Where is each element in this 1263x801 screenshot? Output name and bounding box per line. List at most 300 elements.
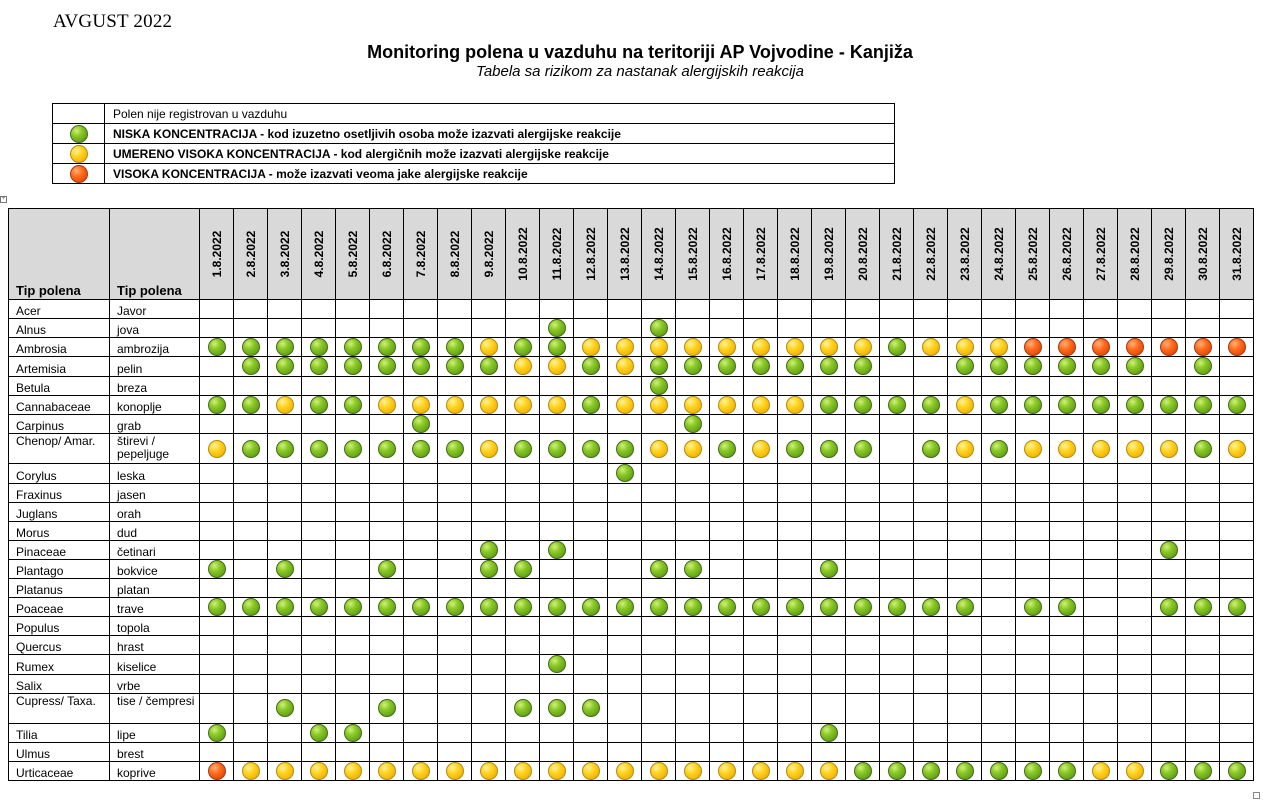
level-cell	[1186, 521, 1220, 540]
level-cell	[948, 338, 982, 357]
level-cell	[506, 464, 540, 483]
low-concentration-icon	[1160, 396, 1178, 414]
level-cell	[302, 502, 336, 521]
level-cell	[608, 761, 642, 780]
level-cell	[404, 376, 438, 395]
level-cell	[608, 395, 642, 414]
date-header	[404, 209, 438, 300]
level-cell	[574, 636, 608, 655]
low-concentration-icon	[412, 440, 430, 458]
level-cell	[234, 540, 268, 559]
level-cell	[1118, 319, 1152, 338]
low-concentration-icon	[514, 598, 532, 616]
low-concentration-icon	[1194, 762, 1212, 780]
level-cell	[302, 464, 336, 483]
level-cell	[472, 483, 506, 502]
level-cell	[1220, 395, 1254, 414]
level-cell	[676, 521, 710, 540]
date-label: 25.8.2022	[1025, 227, 1040, 281]
level-cell	[880, 464, 914, 483]
level-cell	[302, 415, 336, 434]
level-cell	[1220, 483, 1254, 502]
level-cell	[846, 319, 880, 338]
mod-concentration-icon	[922, 338, 940, 356]
low-concentration-icon	[1058, 396, 1076, 414]
level-cell	[336, 579, 370, 598]
level-cell	[268, 502, 302, 521]
level-cell	[302, 655, 336, 674]
level-cell	[744, 415, 778, 434]
level-cell	[1152, 598, 1186, 617]
low-concentration-icon	[1126, 357, 1144, 375]
low-concentration-icon	[242, 598, 260, 616]
table-anchor-icon[interactable]: +	[1, 196, 6, 202]
level-cell	[914, 521, 948, 540]
level-cell	[846, 395, 880, 414]
level-cell	[302, 300, 336, 319]
level-cell	[1220, 464, 1254, 483]
level-cell	[336, 483, 370, 502]
table-row	[9, 338, 1254, 357]
level-cell	[574, 655, 608, 674]
low-concentration-icon	[310, 338, 328, 356]
level-cell	[574, 742, 608, 761]
level-cell	[1050, 723, 1084, 742]
level-cell	[1084, 761, 1118, 780]
mod-concentration-icon	[480, 396, 498, 414]
high-concentration-icon	[208, 762, 226, 780]
level-cell	[574, 319, 608, 338]
level-cell	[200, 617, 234, 636]
level-cell	[404, 502, 438, 521]
level-cell	[880, 742, 914, 761]
low-concentration-icon	[208, 598, 226, 616]
high-concentration-icon	[1024, 338, 1042, 356]
level-cell	[438, 617, 472, 636]
level-cell	[1016, 483, 1050, 502]
level-cell	[540, 319, 574, 338]
level-cell	[1152, 483, 1186, 502]
level-cell	[506, 636, 540, 655]
level-cell	[574, 693, 608, 723]
level-cell	[200, 521, 234, 540]
level-cell	[642, 395, 676, 414]
level-cell	[1118, 395, 1152, 414]
level-cell	[1186, 300, 1220, 319]
level-cell	[778, 300, 812, 319]
level-cell	[948, 376, 982, 395]
mod-concentration-icon	[446, 396, 464, 414]
low-concentration-icon	[514, 699, 532, 717]
level-cell	[472, 579, 506, 598]
mod-concentration-icon	[276, 762, 294, 780]
mod-concentration-icon	[956, 440, 974, 458]
low-concentration-icon	[208, 724, 226, 742]
low-concentration-icon	[718, 598, 736, 616]
level-cell	[506, 617, 540, 636]
level-cell	[608, 693, 642, 723]
level-cell	[438, 761, 472, 780]
low-concentration-icon	[276, 338, 294, 356]
level-cell	[200, 357, 234, 376]
level-cell	[438, 521, 472, 540]
level-cell	[1084, 540, 1118, 559]
level-cell	[846, 483, 880, 502]
level-cell	[846, 502, 880, 521]
level-cell	[982, 693, 1016, 723]
resize-handle[interactable]	[1253, 792, 1260, 799]
level-cell	[608, 338, 642, 357]
level-cell	[608, 434, 642, 464]
level-cell	[506, 376, 540, 395]
level-cell	[1118, 540, 1152, 559]
date-header	[608, 209, 642, 300]
level-cell	[812, 502, 846, 521]
table-row	[9, 521, 1254, 540]
level-cell	[234, 464, 268, 483]
level-cell	[880, 502, 914, 521]
latin-name-cell: Artemisia	[9, 357, 110, 376]
mod-concentration-icon	[650, 762, 668, 780]
level-cell	[438, 357, 472, 376]
level-cell	[710, 559, 744, 578]
low-concentration-icon	[990, 357, 1008, 375]
date-label: 22.8.2022	[923, 227, 938, 281]
level-cell	[608, 319, 642, 338]
level-cell	[982, 742, 1016, 761]
level-cell	[370, 464, 404, 483]
level-cell	[1016, 655, 1050, 674]
mod-concentration-icon	[548, 762, 566, 780]
date-label: 10.8.2022	[515, 227, 530, 281]
date-label: 21.8.2022	[889, 227, 904, 281]
level-cell	[744, 693, 778, 723]
level-cell	[880, 395, 914, 414]
level-cell	[608, 598, 642, 617]
low-concentration-icon	[548, 655, 566, 673]
level-cell	[642, 540, 676, 559]
level-cell	[234, 319, 268, 338]
level-cell	[370, 742, 404, 761]
low-concentration-icon	[888, 598, 906, 616]
date-header	[642, 209, 676, 300]
mod-concentration-icon	[616, 338, 634, 356]
low-concentration-icon	[412, 598, 430, 616]
level-cell	[608, 636, 642, 655]
level-cell	[540, 376, 574, 395]
low-concentration-icon	[208, 396, 226, 414]
level-cell	[336, 357, 370, 376]
latin-name-cell: Poaceae	[9, 598, 110, 617]
level-cell	[676, 319, 710, 338]
latin-name-cell: Plantago	[9, 559, 110, 578]
level-cell	[744, 742, 778, 761]
level-cell	[608, 464, 642, 483]
level-cell	[336, 376, 370, 395]
level-cell	[846, 300, 880, 319]
level-cell	[948, 300, 982, 319]
level-cell	[948, 617, 982, 636]
level-cell	[1118, 742, 1152, 761]
level-cell	[268, 674, 302, 693]
local-name-cell: leska	[110, 464, 200, 483]
level-cell	[1220, 434, 1254, 464]
table-row	[9, 376, 1254, 395]
level-cell	[880, 636, 914, 655]
level-cell	[200, 742, 234, 761]
level-cell	[914, 483, 948, 502]
low-concentration-icon	[378, 357, 396, 375]
low-concentration-icon	[616, 440, 634, 458]
level-cell	[1220, 338, 1254, 357]
level-cell	[914, 319, 948, 338]
date-header	[506, 209, 540, 300]
level-cell	[1016, 521, 1050, 540]
level-cell	[744, 464, 778, 483]
level-cell	[744, 319, 778, 338]
local-name-cell: platan	[110, 579, 200, 598]
level-cell	[812, 598, 846, 617]
level-cell	[1084, 674, 1118, 693]
mod-concentration-icon	[718, 396, 736, 414]
mod-concentration-icon	[70, 145, 88, 163]
level-cell	[574, 617, 608, 636]
level-cell	[1050, 540, 1084, 559]
level-cell	[438, 559, 472, 578]
local-name-cell: orah	[110, 502, 200, 521]
level-cell	[1186, 723, 1220, 742]
level-cell	[268, 483, 302, 502]
level-cell	[812, 742, 846, 761]
level-cell	[540, 357, 574, 376]
level-cell	[574, 415, 608, 434]
level-cell	[914, 723, 948, 742]
level-cell	[1220, 636, 1254, 655]
level-cell	[676, 742, 710, 761]
level-cell	[370, 338, 404, 357]
legend-row	[53, 164, 895, 184]
mod-concentration-icon	[786, 762, 804, 780]
level-cell	[948, 464, 982, 483]
low-concentration-icon	[854, 440, 872, 458]
level-cell	[642, 376, 676, 395]
low-concentration-icon	[378, 699, 396, 717]
level-cell	[1118, 483, 1152, 502]
level-cell	[1016, 559, 1050, 578]
low-concentration-icon	[1228, 762, 1246, 780]
latin-name-cell: Cannabaceae	[9, 395, 110, 414]
level-cell	[1220, 415, 1254, 434]
level-cell	[710, 434, 744, 464]
level-cell	[1050, 395, 1084, 414]
level-cell	[574, 559, 608, 578]
level-cell	[982, 636, 1016, 655]
level-cell	[336, 655, 370, 674]
low-concentration-icon	[650, 560, 668, 578]
low-concentration-icon	[820, 560, 838, 578]
level-cell	[574, 502, 608, 521]
level-cell	[642, 636, 676, 655]
high-concentration-icon	[1228, 338, 1246, 356]
level-cell	[336, 742, 370, 761]
level-cell	[200, 434, 234, 464]
level-cell	[200, 598, 234, 617]
level-cell	[302, 598, 336, 617]
level-cell	[744, 376, 778, 395]
level-cell	[438, 415, 472, 434]
level-cell	[710, 415, 744, 434]
level-cell	[268, 376, 302, 395]
level-cell	[1050, 655, 1084, 674]
local-name-cell: četinari	[110, 540, 200, 559]
level-cell	[982, 579, 1016, 598]
level-cell	[778, 376, 812, 395]
level-cell	[370, 636, 404, 655]
low-concentration-icon	[446, 598, 464, 616]
low-concentration-icon	[276, 440, 294, 458]
level-cell	[812, 579, 846, 598]
level-cell	[846, 723, 880, 742]
date-label: 20.8.2022	[855, 227, 870, 281]
level-cell	[914, 338, 948, 357]
level-cell	[1220, 502, 1254, 521]
mod-concentration-icon	[786, 338, 804, 356]
level-cell	[880, 761, 914, 780]
date-label: 13.8.2022	[617, 227, 632, 281]
level-cell	[982, 655, 1016, 674]
level-cell	[1050, 464, 1084, 483]
level-cell	[982, 464, 1016, 483]
date-label: 3.8.2022	[277, 230, 292, 278]
low-concentration-icon	[514, 338, 532, 356]
latin-name-cell: Chenop/ Amar.	[9, 434, 110, 464]
level-cell	[438, 655, 472, 674]
local-name-cell: Javor	[110, 300, 200, 319]
level-cell	[574, 598, 608, 617]
level-cell	[506, 434, 540, 464]
level-cell	[1152, 693, 1186, 723]
level-cell	[982, 674, 1016, 693]
latin-name-cell: Platanus	[9, 579, 110, 598]
latin-name-cell: Pinaceae	[9, 540, 110, 559]
level-cell	[778, 540, 812, 559]
level-cell	[812, 376, 846, 395]
level-cell	[812, 395, 846, 414]
low-concentration-icon	[786, 357, 804, 375]
low-concentration-icon	[548, 338, 566, 356]
level-cell	[1016, 300, 1050, 319]
level-cell	[1118, 300, 1152, 319]
level-cell	[540, 300, 574, 319]
low-concentration-icon	[514, 560, 532, 578]
month-label: AVGUST 2022	[53, 11, 173, 32]
level-cell	[880, 655, 914, 674]
level-cell	[608, 357, 642, 376]
date-header	[846, 209, 880, 300]
level-cell	[472, 655, 506, 674]
low-concentration-icon	[208, 560, 226, 578]
table-row	[9, 742, 1254, 761]
level-cell	[982, 415, 1016, 434]
level-cell	[982, 761, 1016, 780]
table-row	[9, 723, 1254, 742]
level-cell	[472, 693, 506, 723]
level-cell	[710, 395, 744, 414]
level-cell	[914, 434, 948, 464]
level-cell	[336, 319, 370, 338]
level-cell	[676, 598, 710, 617]
level-cell	[880, 521, 914, 540]
latin-name-cell: Betula	[9, 376, 110, 395]
level-cell	[880, 540, 914, 559]
level-cell	[1016, 434, 1050, 464]
level-cell	[438, 319, 472, 338]
level-cell	[506, 579, 540, 598]
level-cell	[1186, 761, 1220, 780]
level-cell	[1118, 338, 1152, 357]
level-cell	[200, 464, 234, 483]
level-cell	[948, 415, 982, 434]
low-concentration-icon	[650, 598, 668, 616]
level-cell	[1050, 674, 1084, 693]
low-concentration-icon	[854, 396, 872, 414]
level-cell	[1084, 693, 1118, 723]
level-cell	[1118, 636, 1152, 655]
level-cell	[982, 617, 1016, 636]
mod-concentration-icon	[718, 762, 736, 780]
mod-concentration-icon	[1126, 762, 1144, 780]
level-cell	[268, 319, 302, 338]
level-cell	[200, 415, 234, 434]
level-cell	[574, 540, 608, 559]
level-cell	[1084, 617, 1118, 636]
local-name-cell: jasen	[110, 483, 200, 502]
low-concentration-icon	[378, 598, 396, 616]
level-cell	[1118, 434, 1152, 464]
high-concentration-icon	[70, 165, 88, 183]
level-cell	[812, 723, 846, 742]
level-cell	[302, 693, 336, 723]
mod-concentration-icon	[718, 338, 736, 356]
level-cell	[642, 761, 676, 780]
level-cell	[1220, 357, 1254, 376]
low-concentration-icon	[1024, 396, 1042, 414]
level-cell	[608, 655, 642, 674]
level-cell	[234, 376, 268, 395]
level-cell	[1152, 636, 1186, 655]
level-cell	[438, 674, 472, 693]
mod-concentration-icon	[684, 338, 702, 356]
level-cell	[1118, 693, 1152, 723]
low-concentration-icon	[1024, 598, 1042, 616]
level-cell	[982, 598, 1016, 617]
level-cell	[472, 502, 506, 521]
level-cell	[302, 521, 336, 540]
level-cell	[778, 742, 812, 761]
level-cell	[880, 483, 914, 502]
level-cell	[1084, 598, 1118, 617]
level-cell	[880, 434, 914, 464]
low-concentration-icon	[344, 338, 362, 356]
low-concentration-icon	[1194, 396, 1212, 414]
level-cell	[472, 319, 506, 338]
level-cell	[404, 598, 438, 617]
low-concentration-icon	[888, 762, 906, 780]
level-cell	[1050, 338, 1084, 357]
level-cell	[1220, 319, 1254, 338]
mod-concentration-icon	[854, 338, 872, 356]
local-name-cell: dud	[110, 521, 200, 540]
